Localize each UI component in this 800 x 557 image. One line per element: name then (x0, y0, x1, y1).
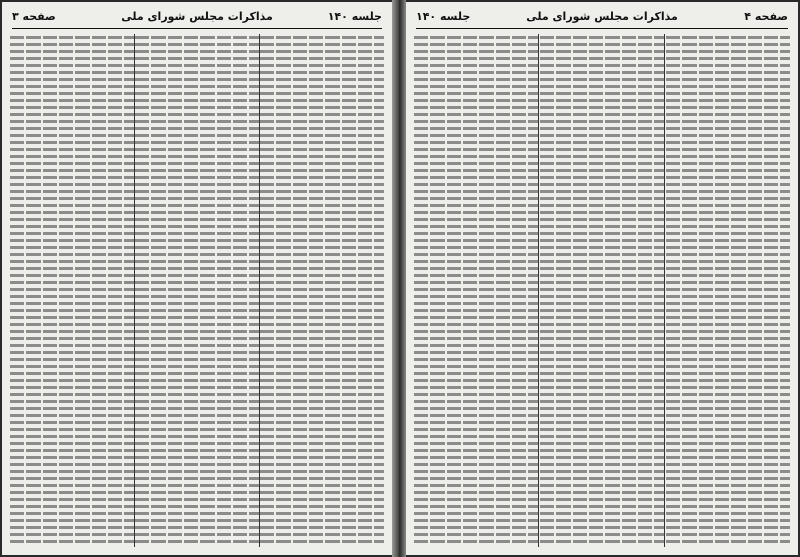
left-page-number: صفحه ۳ (12, 10, 56, 23)
right-page-number: صفحه ۴ (744, 10, 788, 23)
right-column-3 (414, 34, 538, 547)
left-page (2, 2, 392, 555)
right-page (406, 2, 798, 555)
left-column-1 (260, 34, 384, 547)
right-page-label: جلسه ۱۴۰ (416, 10, 471, 23)
right-column-1 (666, 34, 790, 547)
left-page-columns (10, 34, 384, 547)
column-divider (664, 34, 665, 547)
right-page-header (416, 8, 788, 29)
left-column-2 (135, 34, 259, 547)
left-page-label: جلسه ۱۴۰ (327, 10, 382, 23)
right-page-columns (414, 34, 790, 547)
left-page-header (12, 8, 382, 29)
left-page-title: مذاکرات مجلس شورای ملی (121, 10, 273, 23)
column-divider (538, 34, 539, 547)
page-gutter (392, 0, 406, 557)
right-column-2 (540, 34, 664, 547)
left-column-3 (10, 34, 134, 547)
right-page-title: مذاکرات مجلس شورای ملی (526, 10, 678, 23)
